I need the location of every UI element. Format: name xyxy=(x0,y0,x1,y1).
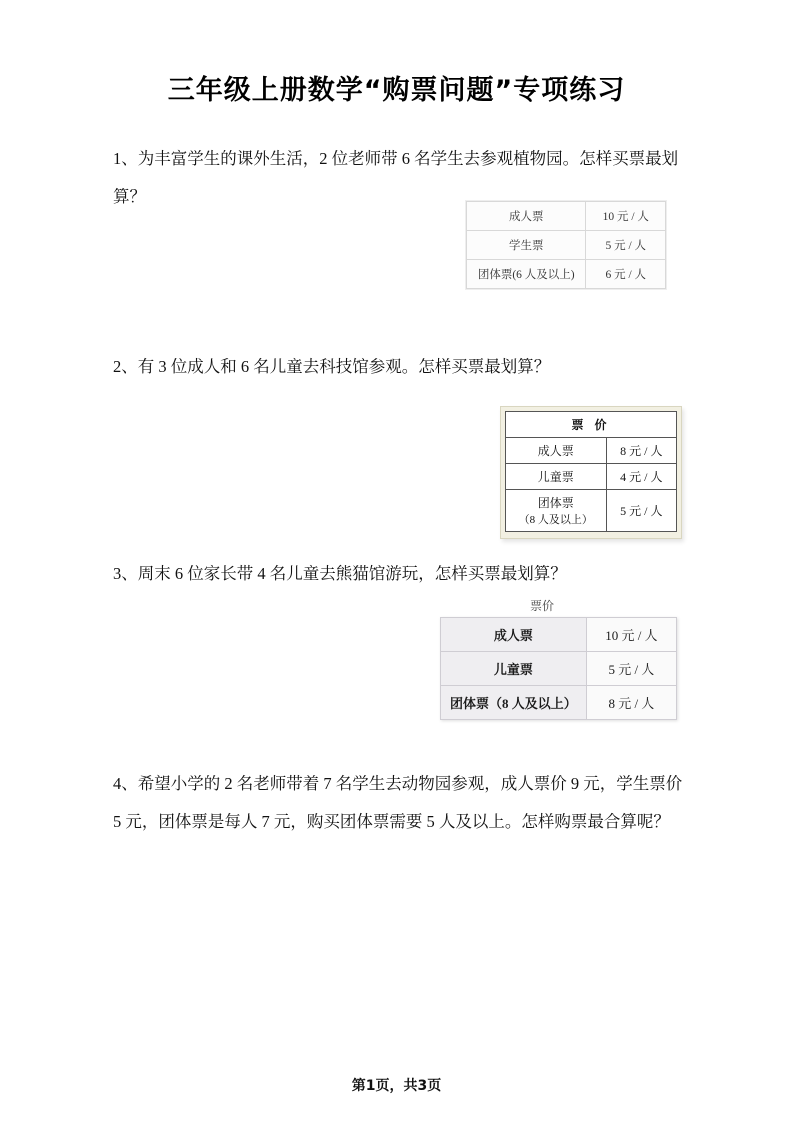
ticket-type-label: 学生票 xyxy=(467,231,586,260)
question-3-table-caption: 票价 xyxy=(530,599,555,613)
question-2-text: 2、有 3 位成人和 6 名儿童去科技馆参观。怎样买票最划算？ xyxy=(113,357,551,376)
ticket-type-label: 成人票 xyxy=(441,618,587,652)
ticket-price-value: 8 元 / 人 xyxy=(586,686,676,720)
ticket-price-value: 4 元 / 人 xyxy=(606,464,676,490)
table-row xyxy=(467,260,666,289)
ticket-type-label: 儿童票 xyxy=(441,652,587,686)
question-3-text: 3、周末 6 位家长带 4 名儿童去熊猫馆游玩，怎样买票最划算？ xyxy=(113,564,567,583)
table-row xyxy=(506,490,677,532)
price-table-caption: 票 价 xyxy=(506,412,677,438)
ticket-type-label xyxy=(506,490,607,532)
ticket-price-value: 5 元 / 人 xyxy=(606,490,676,532)
question-1-text: 1、为丰富学生的课外生活，2 位老师带 6 名学生去参观植物园。怎样买票最划算？ xyxy=(113,149,679,206)
ticket-price-value: 6 元 / 人 xyxy=(586,260,666,289)
table-row xyxy=(467,231,666,260)
question-2-price-table xyxy=(505,411,677,532)
table-row xyxy=(441,686,677,720)
question-3-price-table xyxy=(440,617,677,720)
ticket-type-label: 成人票 xyxy=(467,202,586,231)
table-row xyxy=(467,202,666,231)
table-row xyxy=(506,464,677,490)
question-2-price-card xyxy=(500,406,682,539)
ticket-type-label: 团体票(6 人及以上) xyxy=(467,260,586,289)
ticket-price-value: 5 元 / 人 xyxy=(586,652,676,686)
page-title: 三年级上册数学“购票问题”专项练习 xyxy=(167,75,626,106)
question-4-text: 4、希望小学的 2 名老师带着 7 名学生去动物园参观，成人票价 9 元，学生票价 5 元，团体票是每人 7 元，购买团体票需要 5 人及以上。怎样购票最合算呢？ xyxy=(113,774,683,831)
ticket-type-label: 成人票 xyxy=(506,438,607,464)
ticket-type-label: 儿童票 xyxy=(506,464,607,490)
ticket-price-value: 10 元 / 人 xyxy=(586,618,676,652)
table-row xyxy=(441,618,677,652)
ticket-type-note: （8 人及以上） xyxy=(518,514,593,526)
page-footer: 第1页，共3页 xyxy=(351,1078,442,1094)
ticket-type-name: 团体票 xyxy=(537,496,574,510)
ticket-price-value: 8 元 / 人 xyxy=(606,438,676,464)
ticket-type-label: 团体票（8 人及以上） xyxy=(441,686,587,720)
table-row xyxy=(441,652,677,686)
table-row xyxy=(506,438,677,464)
question-1-price-table xyxy=(466,201,666,289)
table-header-row xyxy=(506,412,677,438)
ticket-price-value: 5 元 / 人 xyxy=(586,231,666,260)
ticket-price-value: 10 元 / 人 xyxy=(586,202,666,231)
